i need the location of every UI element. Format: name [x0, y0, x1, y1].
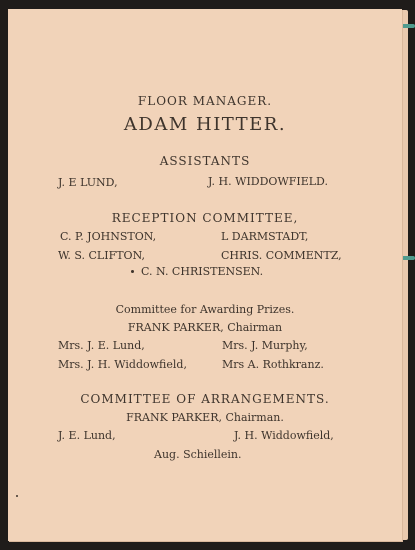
program-page	[8, 9, 402, 541]
reception-row2-right: CHRIS. COMMENTZ,	[221, 249, 342, 262]
assistant-right: J. H. WIDDOWFIELD.	[208, 175, 328, 188]
prizes-row2-left: Mrs. J. H. Widdowfield,	[58, 358, 187, 371]
speck	[16, 495, 18, 497]
arrangements-row2: Aug. Schiellein.	[154, 448, 242, 461]
arrangements-row1-left: J. E. Lund,	[58, 429, 116, 442]
reception-heading: RECEPTION COMMITTEE,	[111, 211, 299, 225]
bullet-dot	[131, 270, 134, 273]
assistant-left: J. E LUND,	[58, 176, 118, 189]
arrangements-heading: COMMITTEE OF ARRANGEMENTS.	[80, 392, 330, 406]
arrangements-chair: FRANK PARKER, Chairman.	[126, 411, 284, 424]
reception-row1-left: C. P. JOHNSTON,	[60, 230, 157, 243]
reception-row3: C. N. CHRISTENSEN.	[141, 265, 264, 278]
prizes-row1-left: Mrs. J. E. Lund,	[58, 339, 145, 352]
prizes-heading: Committee for Awarding Prizes.	[115, 303, 295, 316]
floor-manager-heading: FLOOR MANAGER.	[137, 94, 273, 108]
arrangements-row1-right: J. H. Widdowfield,	[234, 429, 334, 442]
prizes-row2-right: Mrs A. Rothkranz.	[222, 358, 324, 371]
reception-row2-left: W. S. CLIFTON,	[58, 249, 145, 262]
prizes-chair: FRANK PARKER, Chairman	[127, 321, 283, 334]
reception-row1-right: L DARMSTADT,	[221, 230, 309, 243]
floor-manager-name: ADAM HITTER.	[123, 114, 287, 135]
prizes-row1-right: Mrs. J. Murphy,	[222, 339, 308, 352]
assistants-heading: ASSISTANTS	[159, 154, 251, 168]
